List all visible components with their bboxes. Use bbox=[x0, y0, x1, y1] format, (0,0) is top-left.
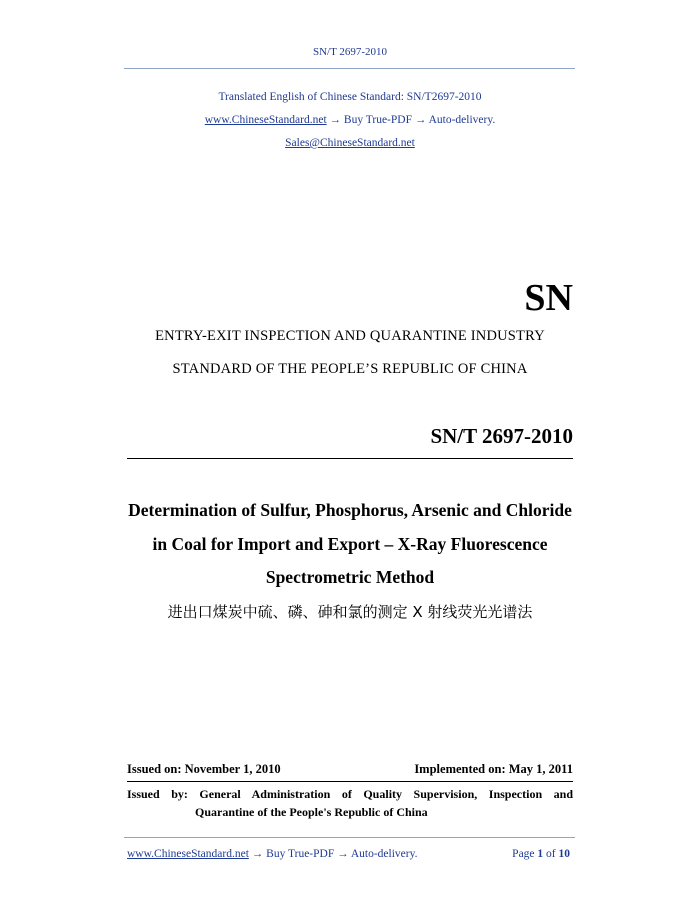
title-line-3: Spectrometric Method bbox=[265, 567, 435, 587]
title-line-2: in Coal for Import and Export – X-Ray Fluorescence bbox=[152, 534, 548, 554]
header-divider bbox=[124, 68, 575, 69]
page-total: 10 bbox=[558, 848, 570, 860]
issued-by-line-1: Issued by: General Administration of Quality Supervision, Inspection and bbox=[127, 787, 573, 801]
page-indicator bbox=[512, 848, 570, 860]
sales-email-link[interactable]: Sales@ChineseStandard.net bbox=[285, 137, 415, 149]
issued-date: Issued on: November 1, 2010 bbox=[127, 762, 281, 776]
email-line bbox=[0, 137, 700, 149]
sn-logo: SN bbox=[524, 277, 573, 319]
page-of: of bbox=[543, 848, 559, 860]
chinese-title: 进出口煤炭中硫、磷、砷和氯的测定 X 射线荧光光谱法 bbox=[167, 603, 533, 621]
purchase-line bbox=[0, 114, 700, 126]
standard-number: SN/T 2697-2010 bbox=[430, 424, 573, 448]
page-label: Page bbox=[512, 848, 538, 860]
purchase-text: → Buy True-PDF → Auto-delivery. bbox=[326, 114, 496, 126]
site-link[interactable]: www.ChineseStandard.net bbox=[204, 114, 327, 126]
footer-purchase-line bbox=[127, 848, 417, 860]
issued-by-line-2: Quarantine of the People's Republic of China bbox=[195, 805, 428, 819]
issue-divider bbox=[127, 781, 573, 782]
page-current: 1 bbox=[537, 848, 544, 860]
footer-site-link[interactable]: www.ChineseStandard.net bbox=[127, 848, 249, 860]
footer-divider bbox=[124, 837, 575, 838]
industry-line-1: ENTRY-EXIT INSPECTION AND QUARANTINE INDUSTRY bbox=[155, 328, 545, 344]
title-divider bbox=[127, 458, 573, 459]
translation-notice: Translated English of Chinese Standard: SN/T2697-2010 bbox=[218, 91, 482, 103]
footer-purchase-text: → Buy True-PDF → Auto-delivery. bbox=[248, 848, 418, 860]
industry-line-2: STANDARD OF THE PEOPLE’S REPUBLIC OF CHINA bbox=[172, 361, 528, 377]
running-header: SN/T 2697-2010 bbox=[312, 46, 388, 58]
implemented-date: Implemented on: May 1, 2011 bbox=[414, 762, 573, 776]
title-line-1: Determination of Sulfur, Phosphorus, Arsenic and Chloride bbox=[128, 500, 572, 520]
